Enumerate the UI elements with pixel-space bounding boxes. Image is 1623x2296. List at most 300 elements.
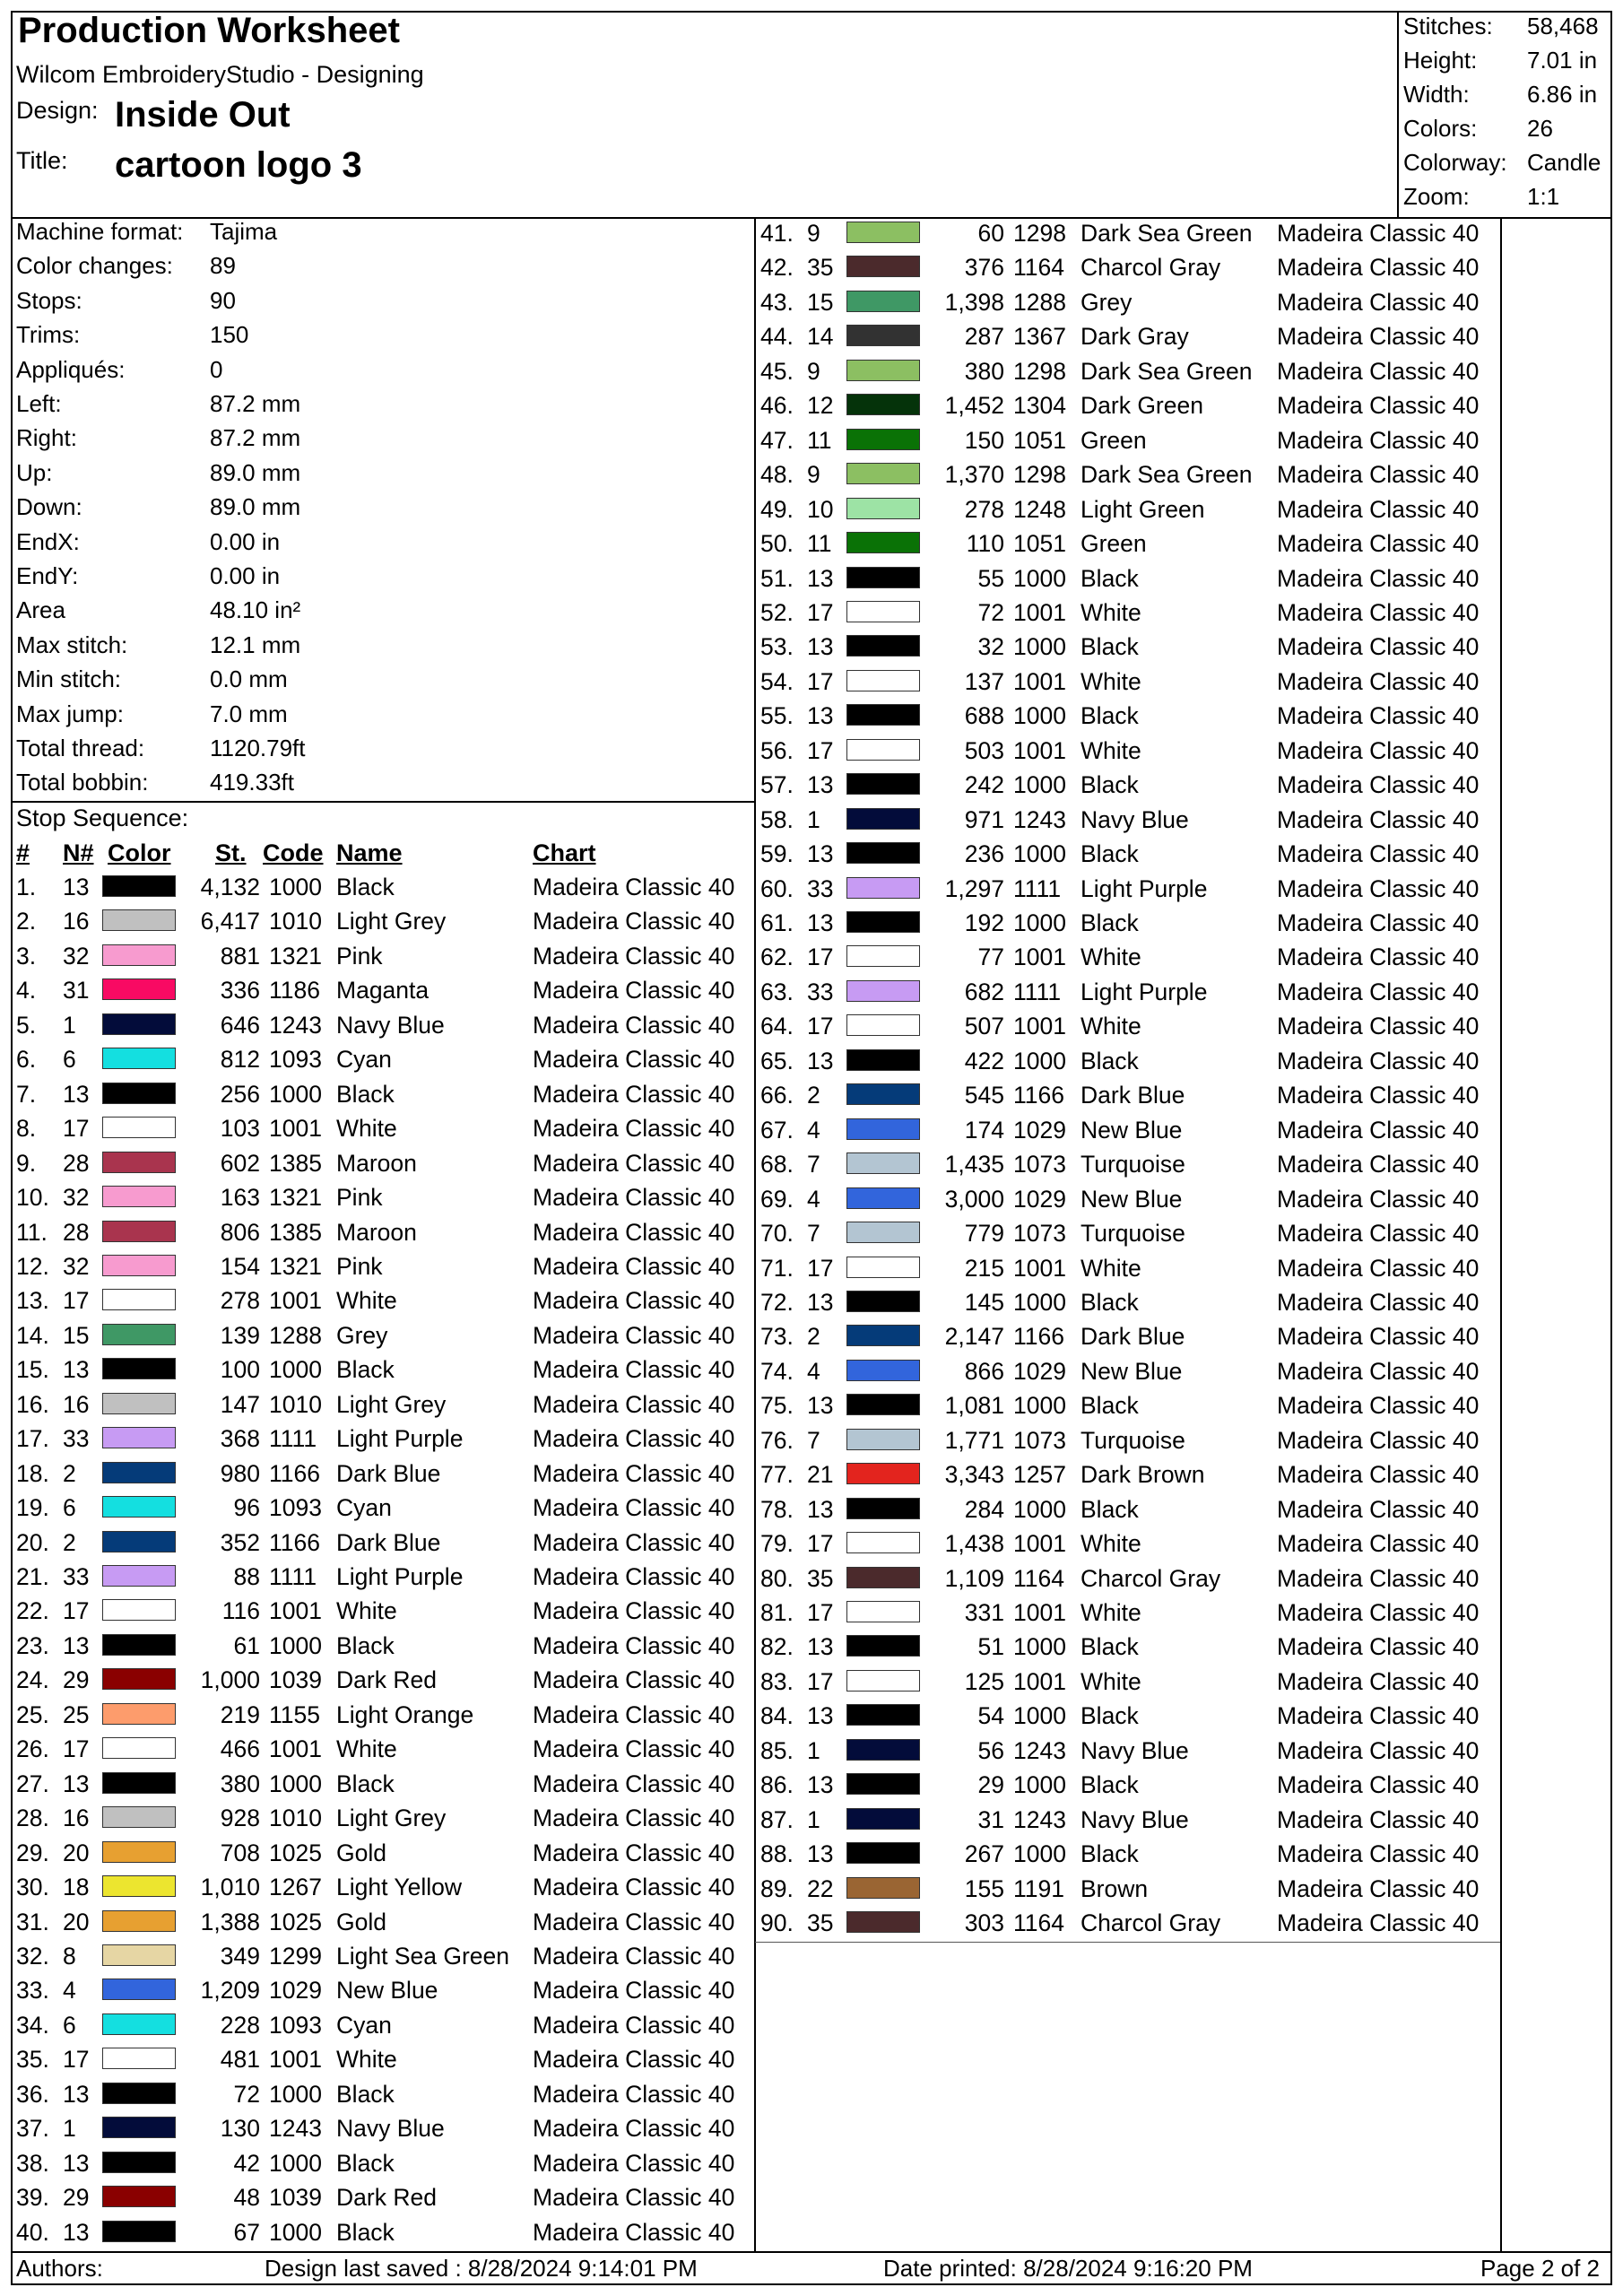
row-number: 9. xyxy=(16,1149,37,1177)
row-number: 32. xyxy=(16,1942,49,1970)
color-swatch xyxy=(846,1257,920,1278)
sequence-row xyxy=(16,1319,751,1353)
stitch-count: 110 xyxy=(966,530,1004,558)
needle-number: 13 xyxy=(807,1392,834,1420)
row-number: 87. xyxy=(760,1805,794,1833)
row-number: 16. xyxy=(16,1390,49,1418)
stitch-count: 1,438 xyxy=(944,1530,1004,1558)
sequence-row xyxy=(16,2043,751,2077)
thread-code: 1111 xyxy=(269,1425,317,1453)
color-swatch xyxy=(846,739,920,761)
row-number: 48. xyxy=(760,461,794,489)
thread-chart: Madeira Classic 40 xyxy=(1277,1495,1480,1523)
color-swatch xyxy=(102,1393,176,1414)
needle-number: 13 xyxy=(807,1633,834,1661)
thread-name: Navy Blue xyxy=(1081,1805,1189,1833)
row-number: 21. xyxy=(16,1563,49,1590)
color-swatch xyxy=(102,1668,176,1690)
info-value: 0 xyxy=(210,355,223,383)
right-list-end xyxy=(755,1942,1500,1943)
sequence-row xyxy=(760,493,1496,527)
sequence-row xyxy=(760,1562,1496,1596)
needle-number: 2 xyxy=(807,1323,820,1351)
stitch-count: 1,388 xyxy=(200,1908,260,1935)
stat-value: 6.86 in xyxy=(1527,81,1598,108)
needle-number: 29 xyxy=(63,2184,90,2212)
needle-number: 2 xyxy=(63,1459,76,1487)
thread-name: New Blue xyxy=(336,1977,438,2005)
sequence-row xyxy=(16,2181,751,2215)
stat-label: Zoom: xyxy=(1403,183,1470,210)
color-swatch xyxy=(846,1118,920,1140)
thread-name: Gold xyxy=(336,1908,386,1935)
thread-code: 1166 xyxy=(1013,1082,1064,1109)
row-number: 19. xyxy=(16,1494,49,1522)
footer-divider xyxy=(11,2251,1612,2253)
needle-number: 28 xyxy=(63,1218,90,1246)
needle-number: 33 xyxy=(807,978,834,1005)
row-number: 15. xyxy=(16,1356,49,1384)
stitch-count: 336 xyxy=(220,977,260,1004)
color-swatch xyxy=(846,325,920,346)
stitch-count: 67 xyxy=(233,2218,260,2246)
sequence-row xyxy=(16,1009,751,1043)
row-number: 17. xyxy=(16,1425,49,1453)
color-swatch xyxy=(846,635,920,657)
thread-chart: Madeira Classic 40 xyxy=(1277,874,1480,902)
row-number: 68. xyxy=(760,1151,794,1178)
needle-number: 11 xyxy=(807,426,832,454)
thread-code: 1298 xyxy=(1013,461,1066,489)
thread-code: 1288 xyxy=(269,1321,322,1349)
thread-name: Light Purple xyxy=(1081,978,1208,1005)
needle-number: 32 xyxy=(63,1184,90,1212)
row-number: 47. xyxy=(760,426,794,454)
color-swatch xyxy=(846,1911,920,1933)
row-number: 29. xyxy=(16,1839,49,1866)
color-swatch xyxy=(102,944,176,966)
title-value: cartoon logo 3 xyxy=(115,145,362,185)
thread-code: 1248 xyxy=(1013,495,1066,523)
sequence-row xyxy=(760,1079,1496,1113)
info-value: 87.2 mm xyxy=(210,424,301,452)
color-swatch xyxy=(102,1737,176,1759)
needle-number: 4 xyxy=(807,1185,820,1213)
stitch-count: 380 xyxy=(220,1770,260,1797)
row-number: 5. xyxy=(16,1011,37,1039)
thread-code: 1164 xyxy=(1013,1564,1064,1592)
needle-number: 31 xyxy=(63,977,90,1004)
color-swatch xyxy=(102,1289,176,1310)
thread-code: 1321 xyxy=(269,1184,322,1212)
row-number: 7. xyxy=(16,1080,37,1108)
needle-number: 21 xyxy=(807,1461,834,1489)
thread-code: 1243 xyxy=(269,2115,322,2143)
stitch-count: 174 xyxy=(964,1116,1004,1144)
row-number: 13. xyxy=(16,1287,49,1315)
thread-code: 1001 xyxy=(269,1115,322,1143)
thread-code: 1000 xyxy=(269,1080,322,1108)
color-swatch xyxy=(846,980,920,1002)
thread-chart: Madeira Classic 40 xyxy=(533,1218,735,1246)
row-number: 76. xyxy=(760,1426,794,1454)
row-number: 1. xyxy=(16,874,37,900)
thread-code: 1000 xyxy=(269,2080,322,2108)
row-number: 11. xyxy=(16,1218,48,1246)
thread-name: White xyxy=(1081,1599,1141,1626)
color-swatch xyxy=(846,808,920,830)
thread-code: 1298 xyxy=(1013,357,1066,385)
color-swatch xyxy=(102,1117,176,1138)
stitch-count: 545 xyxy=(964,1082,1004,1109)
thread-name: Dark Red xyxy=(336,1666,437,1694)
stitch-count: 1,081 xyxy=(944,1392,1004,1420)
thread-name: Dark Sea Green xyxy=(1081,357,1253,385)
info-value: 87.2 mm xyxy=(210,390,301,417)
sequence-row xyxy=(16,1250,751,1284)
thread-code: 1051 xyxy=(1013,530,1066,558)
sequence-row xyxy=(760,1183,1496,1217)
thread-name: Black xyxy=(336,1631,395,1659)
needle-number: 18 xyxy=(63,1874,90,1901)
stat-value: 7.01 in xyxy=(1527,47,1598,74)
info-row xyxy=(16,769,294,803)
stitch-count: 866 xyxy=(964,1357,1004,1385)
color-swatch xyxy=(846,911,920,933)
row-number: 39. xyxy=(16,2184,49,2212)
needle-number: 1 xyxy=(807,1736,820,1764)
stitch-count: 380 xyxy=(964,357,1004,385)
color-swatch xyxy=(846,704,920,726)
thread-code: 1166 xyxy=(269,1459,320,1487)
sequence-row xyxy=(16,1147,751,1181)
stitch-count: 1,398 xyxy=(944,288,1004,316)
sequence-row xyxy=(760,320,1496,354)
color-swatch xyxy=(846,1014,920,1036)
thread-chart: Madeira Classic 40 xyxy=(1277,1220,1480,1248)
thread-chart: Madeira Classic 40 xyxy=(1277,1288,1480,1316)
info-row xyxy=(16,458,301,493)
stitch-count: 1,452 xyxy=(944,392,1004,420)
thread-name: Black xyxy=(1081,564,1139,592)
sequence-row xyxy=(16,1526,751,1561)
row-number: 57. xyxy=(760,771,794,799)
stat-label: Colorway: xyxy=(1403,149,1507,176)
thread-name: Dark Blue xyxy=(336,1528,441,1556)
stitch-count: 163 xyxy=(220,1184,260,1212)
thread-name: Light Grey xyxy=(336,1805,447,1832)
stitch-count: 100 xyxy=(220,1356,260,1384)
sequence-row xyxy=(16,1216,751,1250)
thread-chart: Madeira Classic 40 xyxy=(533,1631,735,1659)
thread-name: White xyxy=(336,2046,397,2074)
thread-name: Black xyxy=(1081,1840,1139,1868)
row-number: 28. xyxy=(16,1805,49,1832)
stitch-count: 125 xyxy=(964,1667,1004,1695)
sequence-row xyxy=(760,458,1496,492)
stitch-count: 88 xyxy=(233,1563,260,1590)
row-number: 40. xyxy=(16,2218,49,2246)
column-divider-1 xyxy=(754,217,756,2251)
sequence-row xyxy=(760,907,1496,941)
last-saved: Design last saved : 8/28/2024 9:14:01 PM xyxy=(265,2255,698,2282)
thread-name: Dark Blue xyxy=(336,1459,441,1487)
needle-number: 13 xyxy=(63,874,90,900)
stat-row xyxy=(1403,81,1598,109)
thread-chart: Madeira Classic 40 xyxy=(533,2011,735,2039)
stitch-count: 331 xyxy=(964,1599,1004,1626)
stitch-count: 971 xyxy=(964,805,1004,833)
sequence-row xyxy=(760,631,1496,665)
thread-chart: Madeira Classic 40 xyxy=(533,1839,735,1866)
sequence-row xyxy=(16,871,751,905)
info-label: Up: xyxy=(16,458,53,486)
needle-number: 9 xyxy=(807,461,820,489)
needle-number: 14 xyxy=(807,323,834,351)
info-value: 90 xyxy=(210,286,236,314)
info-row xyxy=(16,596,301,631)
thread-chart: Madeira Classic 40 xyxy=(1277,1530,1480,1558)
sequence-row xyxy=(16,905,751,939)
color-swatch xyxy=(102,1358,176,1379)
stitch-count: 54 xyxy=(977,1702,1004,1730)
info-label: Max stitch: xyxy=(16,631,128,658)
thread-code: 1073 xyxy=(1013,1151,1066,1178)
info-row xyxy=(16,493,301,527)
info-label: Right: xyxy=(16,424,77,452)
thread-chart: Madeira Classic 40 xyxy=(533,1874,735,1901)
thread-code: 1000 xyxy=(269,874,322,900)
thread-name: Pink xyxy=(336,1252,383,1280)
row-number: 70. xyxy=(760,1220,794,1248)
row-number: 45. xyxy=(760,357,794,385)
thread-code: 1257 xyxy=(1013,1461,1066,1489)
sequence-row xyxy=(760,1286,1496,1320)
needle-number: 17 xyxy=(807,1013,834,1040)
needle-number: 1 xyxy=(807,1805,820,1833)
design-name: Inside Out xyxy=(115,95,291,135)
thread-name: New Blue xyxy=(1081,1357,1183,1385)
needle-number: 20 xyxy=(63,1839,90,1866)
thread-chart: Madeira Classic 40 xyxy=(533,1735,735,1763)
needle-number: 13 xyxy=(807,1288,834,1316)
info-label: Trims: xyxy=(16,321,81,349)
stitch-count: 1,435 xyxy=(944,1151,1004,1178)
thread-name: Grey xyxy=(336,1321,388,1349)
row-number: 37. xyxy=(16,2115,49,2143)
color-swatch xyxy=(846,1222,920,1243)
thread-name: Black xyxy=(1081,1702,1139,1730)
row-number: 3. xyxy=(16,942,37,970)
stitch-count: 466 xyxy=(220,1735,260,1763)
stitch-count: 96 xyxy=(233,1494,260,1522)
info-value: 1120.79ft xyxy=(210,735,306,761)
stitch-count: 349 xyxy=(220,1942,260,1970)
thread-code: 1025 xyxy=(269,1839,322,1866)
sequence-row xyxy=(16,1595,751,1629)
thread-code: 1010 xyxy=(269,908,322,935)
thread-name: Black xyxy=(1081,1771,1139,1799)
thread-chart: Madeira Classic 40 xyxy=(1277,944,1480,971)
stitch-count: 147 xyxy=(220,1390,260,1418)
needle-number: 13 xyxy=(63,2080,90,2108)
needle-number: 15 xyxy=(63,1321,90,1349)
sequence-row xyxy=(760,1458,1496,1492)
thread-code: 1243 xyxy=(1013,805,1066,833)
thread-name: Black xyxy=(336,2218,395,2246)
color-swatch xyxy=(102,2186,176,2207)
thread-chart: Madeira Classic 40 xyxy=(533,1184,735,1212)
info-label: Max jump: xyxy=(16,700,124,727)
sequence-row xyxy=(16,1422,751,1457)
sequence-row xyxy=(760,1010,1496,1044)
stitch-count: 980 xyxy=(220,1459,260,1487)
needle-number: 11 xyxy=(807,530,832,558)
needle-number: 4 xyxy=(63,1977,76,2005)
color-swatch xyxy=(846,256,920,277)
row-number: 34. xyxy=(16,2011,49,2039)
title-label: Title: xyxy=(16,147,68,174)
sequence-row xyxy=(16,2216,751,2250)
info-row xyxy=(16,355,223,390)
row-number: 6. xyxy=(16,1046,37,1074)
thread-code: 1001 xyxy=(1013,736,1066,764)
row-number: 66. xyxy=(760,1082,794,1109)
thread-name: Charcol Gray xyxy=(1081,254,1221,282)
column-divider-2 xyxy=(1500,217,1502,2251)
row-number: 73. xyxy=(760,1323,794,1351)
thread-chart: Madeira Classic 40 xyxy=(1277,1392,1480,1420)
info-value: 0.0 mm xyxy=(210,665,288,693)
row-number: 25. xyxy=(16,1700,49,1728)
needle-number: 13 xyxy=(63,1631,90,1659)
thread-code: 1001 xyxy=(269,1287,322,1315)
row-number: 50. xyxy=(760,530,794,558)
row-number: 60. xyxy=(760,874,794,902)
row-number: 71. xyxy=(760,1254,794,1282)
sequence-row xyxy=(760,1665,1496,1700)
info-label: Stops: xyxy=(16,286,82,314)
stitch-count: 352 xyxy=(220,1528,260,1556)
thread-name: Brown xyxy=(1081,1874,1149,1902)
color-swatch xyxy=(102,2221,176,2242)
sequence-row xyxy=(760,1873,1496,1907)
info-label: Total bobbin: xyxy=(16,769,149,796)
info-label: EndX: xyxy=(16,527,80,555)
stitch-count: 236 xyxy=(964,840,1004,868)
thread-code: 1093 xyxy=(269,1046,322,1074)
thread-name: Charcol Gray xyxy=(1081,1564,1221,1592)
needle-number: 7 xyxy=(807,1220,820,1248)
thread-code: 1029 xyxy=(269,1977,322,2005)
sequence-row xyxy=(16,1112,751,1146)
stop-sequence-label: Stop Sequence: xyxy=(16,804,189,831)
sequence-row xyxy=(760,1493,1496,1527)
info-value: 0.00 in xyxy=(210,527,281,555)
stitch-count: 376 xyxy=(964,254,1004,282)
thread-name: Pink xyxy=(336,1184,383,1212)
color-swatch xyxy=(846,773,920,795)
thread-chart: Madeira Classic 40 xyxy=(533,1149,735,1177)
stat-row xyxy=(1403,13,1599,40)
thread-chart: Madeira Classic 40 xyxy=(1277,1013,1480,1040)
color-swatch xyxy=(846,1635,920,1657)
thread-chart: Madeira Classic 40 xyxy=(533,1459,735,1487)
stitch-count: 507 xyxy=(964,1013,1004,1040)
sequence-row xyxy=(760,1527,1496,1561)
thread-name: Black xyxy=(336,874,395,900)
sequence-row xyxy=(760,804,1496,838)
stitch-count: 682 xyxy=(964,978,1004,1005)
color-swatch xyxy=(102,1324,176,1345)
thread-name: Black xyxy=(336,1770,395,1797)
row-number: 89. xyxy=(760,1874,794,1902)
info-value: Tajima xyxy=(210,218,278,245)
row-number: 62. xyxy=(760,944,794,971)
thread-code: 1299 xyxy=(269,1942,322,1970)
stitch-count: 688 xyxy=(964,702,1004,730)
color-swatch xyxy=(846,945,920,967)
thread-code: 1186 xyxy=(269,977,320,1004)
sequence-row xyxy=(760,1769,1496,1803)
stitch-count: 481 xyxy=(220,2046,260,2074)
sequence-row xyxy=(760,873,1496,907)
thread-chart: Madeira Classic 40 xyxy=(533,1805,735,1832)
sequence-row xyxy=(16,1974,751,2008)
info-value: 7.0 mm xyxy=(210,700,288,727)
thread-code: 1051 xyxy=(1013,426,1066,454)
stitch-count: 3,343 xyxy=(944,1461,1004,1489)
thread-name: Charcol Gray xyxy=(1081,1909,1221,1937)
row-number: 77. xyxy=(760,1461,794,1489)
stitch-count: 278 xyxy=(964,495,1004,523)
color-swatch xyxy=(102,875,176,897)
thread-code: 1001 xyxy=(1013,1013,1066,1040)
needle-number: 13 xyxy=(63,1356,90,1384)
needle-number: 1 xyxy=(63,2115,76,2143)
row-number: 33. xyxy=(16,1977,49,2005)
sequence-row xyxy=(760,527,1496,561)
thread-code: 1000 xyxy=(1013,1495,1066,1523)
stat-value: Candle xyxy=(1527,149,1601,176)
sequence-row xyxy=(760,1700,1496,1734)
thread-code: 1000 xyxy=(1013,1288,1066,1316)
stat-label: Width: xyxy=(1403,81,1470,108)
thread-chart: Madeira Classic 40 xyxy=(533,1425,735,1453)
thread-chart: Madeira Classic 40 xyxy=(1277,564,1480,592)
thread-code: 1000 xyxy=(1013,771,1066,799)
needle-number: 22 xyxy=(807,1874,834,1902)
thread-code: 1367 xyxy=(1013,323,1066,351)
sequence-row xyxy=(760,838,1496,872)
stitch-count: 806 xyxy=(220,1218,260,1246)
thread-chart: Madeira Classic 40 xyxy=(1277,633,1480,661)
thread-code: 1029 xyxy=(1013,1116,1066,1144)
color-swatch xyxy=(846,394,920,415)
stitch-count: 1,000 xyxy=(200,1666,260,1694)
thread-name: Light Sea Green xyxy=(336,1942,509,1970)
row-number: 81. xyxy=(760,1599,794,1626)
thread-chart: Madeira Classic 40 xyxy=(1277,1840,1480,1868)
row-number: 56. xyxy=(760,736,794,764)
color-swatch xyxy=(846,842,920,864)
color-swatch xyxy=(102,2117,176,2138)
needle-number: 13 xyxy=(807,564,834,592)
thread-chart: Madeira Classic 40 xyxy=(1277,1909,1480,1937)
sequence-row xyxy=(760,1735,1496,1769)
row-number: 58. xyxy=(760,805,794,833)
info-label: Appliqués: xyxy=(16,355,126,383)
